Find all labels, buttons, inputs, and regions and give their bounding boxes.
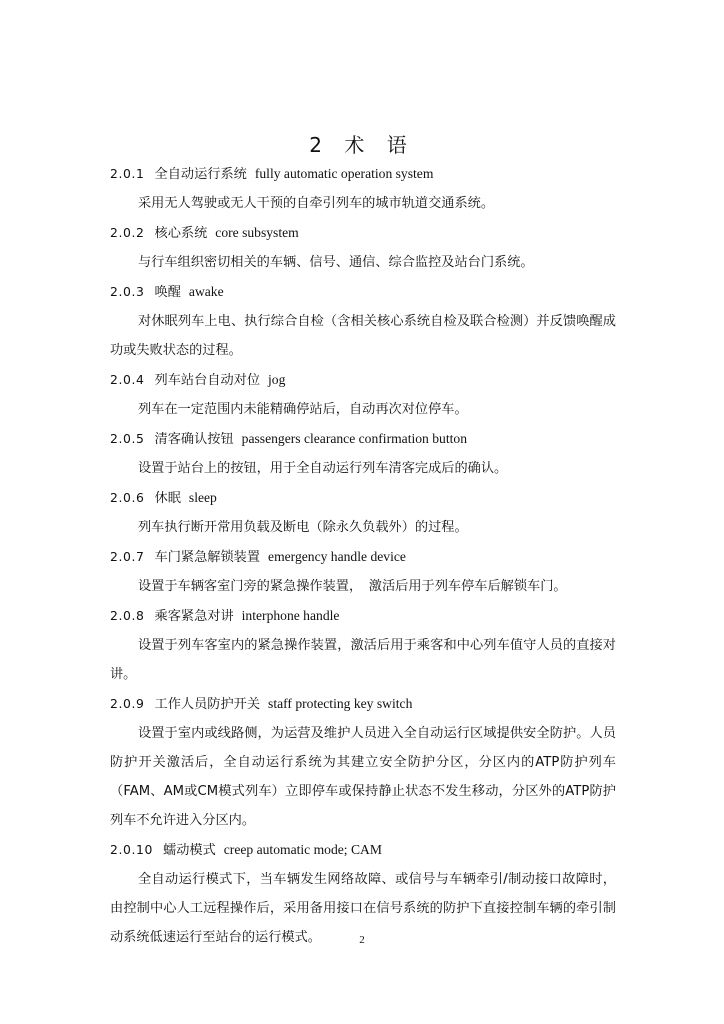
term-entry	[110, 365, 616, 424]
term-number: 2.0.6	[110, 490, 145, 505]
term-definition: 对休眠列车上电、执行综合自检（含相关核心系统自检及联合检测）并反馈唤醒成功或失败状态的过程。	[110, 314, 616, 358]
term-definition: 设置于站台上的按钮，用于全自动运行列车清客完成后的确认。	[138, 461, 508, 476]
term-chinese-name: 车门紧急解锁装置	[154, 550, 261, 565]
term-entry	[110, 159, 616, 218]
term-english-name: passengers clearance confirmation button	[241, 431, 467, 446]
term-number: 2.0.5	[110, 431, 145, 446]
term-definition: 与行车组织密切相关的车辆、信号、通信、综合监控及站台门系统。	[138, 255, 534, 270]
term-chinese-name: 列车站台自动对位	[154, 373, 261, 388]
term-heading	[110, 218, 616, 248]
term-english-name: interphone handle	[241, 608, 340, 623]
term-english-name: creep automatic mode; CAM	[223, 842, 382, 857]
term-english-name: fully automatic operation system	[254, 166, 434, 181]
term-definition: 列车执行断开常用负载及断电（除永久负载外）的过程。	[138, 520, 468, 535]
term-number: 2.0.3	[110, 284, 145, 299]
term-english-name: staff protecting key switch	[268, 696, 413, 711]
term-number: 2.0.2	[110, 225, 145, 240]
term-definition: 设置于车辆客室门旁的紧急操作装置， 激活后用于列车停车后解锁车门。	[138, 579, 567, 594]
term-number: 2.0.9	[110, 696, 145, 711]
chapter-title: 2 术 语	[309, 133, 415, 158]
term-chinese-name: 工作人员防护开关	[154, 697, 261, 712]
term-definition: 设置于列车客室内的紧急操作装置，激活后用于乘客和中心列车值守人员的直接对讲。	[110, 638, 616, 682]
term-number: 2.0.7	[110, 549, 145, 564]
term-definition: 全自动运行模式下，当车辆发生网络故障、或信号与车辆牵引/制动接口故障时，由控制中心人工远程操作后，采用备用接口在信号系统的防护下直接控制车辆的牵引制动系统低速运行至站台的运行模式。	[110, 872, 616, 945]
term-english-name: emergency handle device	[268, 549, 406, 564]
term-chinese-name: 核心系统	[154, 226, 208, 241]
term-chinese-name: 唤醒	[154, 285, 181, 300]
term-entry	[110, 277, 616, 365]
term-number: 2.0.10	[110, 842, 154, 857]
term-number: 2.0.8	[110, 608, 145, 623]
term-english-name: sleep	[188, 490, 217, 505]
term-chinese-name: 清客确认按钮	[154, 432, 234, 447]
term-entry	[110, 689, 616, 835]
term-entry	[110, 218, 616, 277]
term-entry	[110, 601, 616, 689]
term-definition: 列车在一定范围内未能精确停站后，自动再次对位停车。	[138, 402, 468, 417]
term-heading	[110, 689, 616, 719]
term-heading	[110, 159, 616, 189]
term-chinese-name: 乘客紧急对讲	[154, 609, 234, 624]
term-entry	[110, 542, 616, 601]
term-heading	[110, 835, 616, 865]
term-number: 2.0.1	[110, 166, 145, 181]
term-entry	[110, 483, 616, 542]
term-english-name: core subsystem	[215, 225, 299, 240]
term-heading	[110, 277, 616, 307]
terms-list	[110, 159, 616, 952]
term-heading	[110, 601, 616, 631]
term-number: 2.0.4	[110, 372, 145, 387]
page-number: 2	[359, 934, 365, 946]
term-definition: 设置于室内或线路侧，为运营及维护人员进入全自动运行区域提供安全防护。人员防护开关激活后，全自动运行系统为其建立安全防护分区，分区内的ATP防护列车（FAM、AM或CM模式列车）立即停车或保持静止状态不发生移动，分区外的ATP防护列车不允许进入分区内。	[110, 726, 616, 828]
term-heading	[110, 365, 616, 395]
term-heading	[110, 483, 616, 513]
term-chinese-name: 全自动运行系统	[154, 167, 247, 182]
term-heading	[110, 542, 616, 572]
term-heading	[110, 424, 616, 454]
term-chinese-name: 休眠	[154, 491, 181, 506]
term-english-name: awake	[188, 284, 224, 299]
term-entry	[110, 424, 616, 483]
term-english-name: jog	[268, 372, 286, 387]
term-definition: 采用无人驾驶或无人干预的自牵引列车的城市轨道交通系统。	[138, 196, 495, 211]
term-chinese-name: 蠕动模式	[163, 843, 216, 858]
